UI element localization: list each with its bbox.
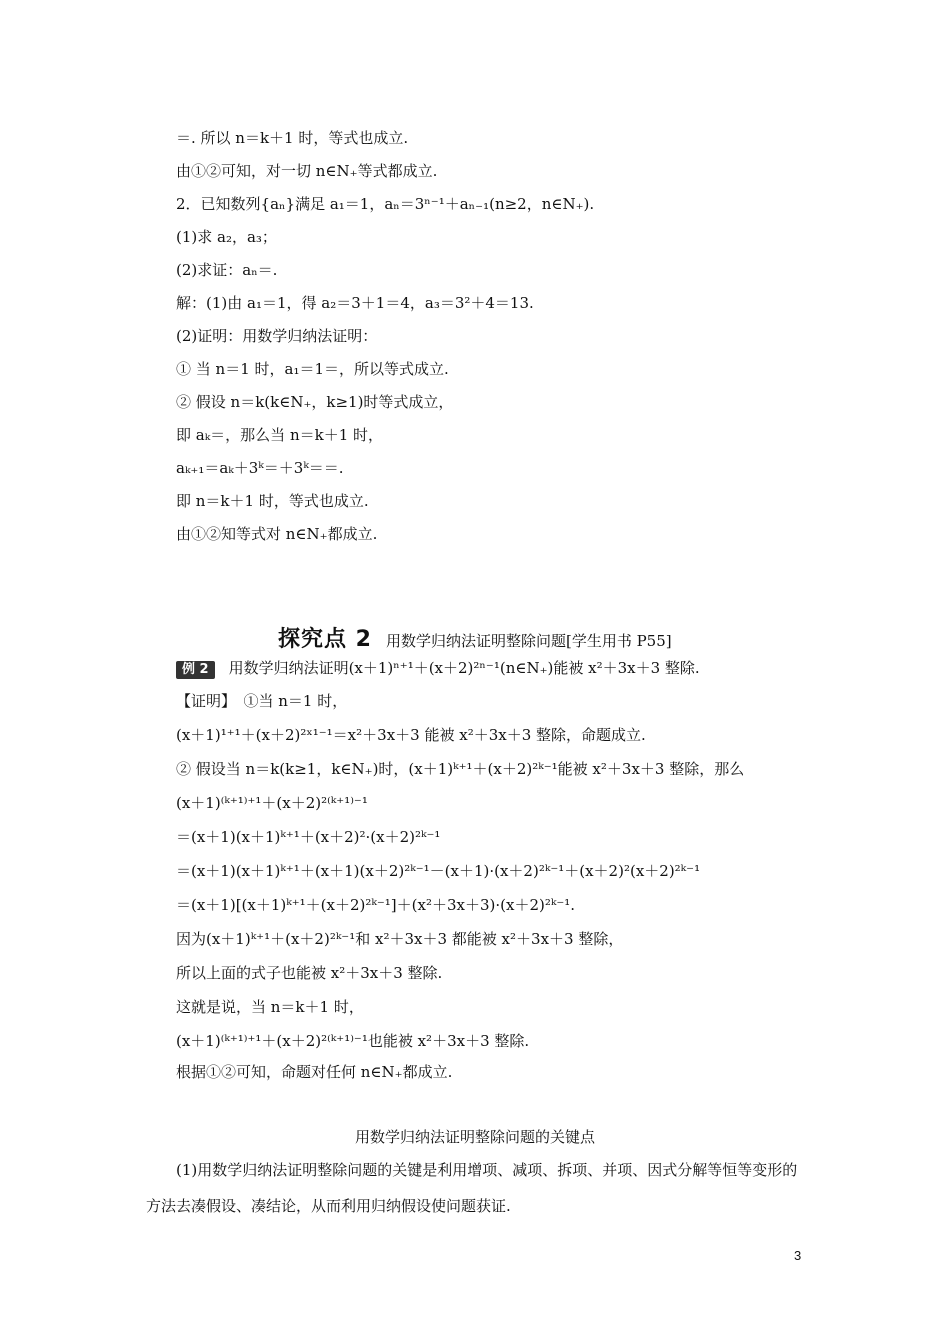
proof-line: ＝(x＋1)(x＋1)ᵏ⁺¹＋(x＋1)(x＋2)²ᵏ⁻¹－(x＋1)·(x＋2)²ᵏ⁻¹＋(x＋2)²(x＋2)²ᵏ⁻¹ — [176, 862, 701, 880]
text-line: ② 假设 n＝k(k∈N₊，k≥1)时等式成立， — [176, 393, 454, 411]
text-line: 由①②可知，对一切 n∈N₊等式都成立. — [176, 162, 438, 180]
section-title: 探究点 2 — [278, 627, 372, 652]
proof-line: (x＋1)¹⁺¹＋(x＋2)²ˣ¹⁻¹＝x²＋3x＋3 能被 x²＋3x＋3 整除，命题成立. — [176, 726, 646, 744]
example-line — [176, 658, 700, 679]
proof-line: 所以上面的式子也能被 x²＋3x＋3 整除. — [176, 964, 443, 982]
proof-line: 【证明】 ①当 n＝1 时， — [176, 692, 348, 710]
example-text: 用数学归纳法证明(x＋1)ⁿ⁺¹＋(x＋2)²ⁿ⁻¹(n∈N₊)能被 x²＋3x＋3 整除. — [228, 659, 700, 677]
example-badge: 例 2 — [176, 661, 215, 679]
key-points-paragraph: (1)用数学归纳法证明整除问题的关键是利用增项、减项、拆项、并项、因式分解等恒等变形的方法去凑假设、凑结论，从而利用归纳假设使问题获证. — [146, 1161, 798, 1215]
proof-line: 这就是说，当 n＝k＋1 时， — [176, 998, 364, 1016]
text-line: (2)证明：用数学归纳法证明： — [176, 327, 378, 345]
text-line: (2)求证：aₙ＝. — [176, 261, 278, 279]
proof-line: 根据①②可知，命题对任何 n∈N₊都成立. — [176, 1063, 453, 1081]
proof-line: 因为(x＋1)ᵏ⁺¹＋(x＋2)²ᵏ⁻¹和 x²＋3x＋3 都能被 x²＋3x＋3 整除， — [176, 930, 624, 948]
proof-line: ② 假设当 n＝k(k≥1，k∈N₊)时，(x＋1)ᵏ⁺¹＋(x＋2)²ᵏ⁻¹能被 x²＋3x＋3 整除，那么 — [176, 760, 745, 778]
proof-line: (x＋1)⁽ᵏ⁺¹⁾⁺¹＋(x＋2)²⁽ᵏ⁺¹⁾⁻¹ — [176, 794, 368, 812]
page-number: 3 — [794, 1248, 802, 1263]
text-line: 解：(1)由 a₁＝1，得 a₂＝3＋1＝4，a₃＝3²＋4＝13. — [176, 294, 534, 312]
section-subtitle: 用数学归纳法证明整除问题[学生用书 P55] — [385, 632, 672, 650]
text-line: 2．已知数列{aₙ}满足 a₁＝1，aₙ＝3ⁿ⁻¹＋aₙ₋₁(n≥2，n∈N₊). — [176, 195, 595, 213]
text-line: 即 aₖ＝，那么当 n＝k＋1 时， — [176, 426, 384, 444]
text-line: 由①②知等式对 n∈N₊都成立. — [176, 525, 378, 543]
text-line: (1)求 a₂，a₃； — [176, 228, 277, 246]
key-points-title: 用数学归纳法证明整除问题的关键点 — [354, 1128, 595, 1146]
proof-line: ＝(x＋1)[(x＋1)ᵏ⁺¹＋(x＋2)²ᵏ⁻¹]＋(x²＋3x＋3)·(x＋2)²ᵏ⁻¹. — [176, 896, 576, 914]
text-line: ＝. 所以 n＝k＋1 时，等式也成立. — [176, 129, 409, 147]
text-line: aₖ₊₁＝aₖ＋3ᵏ＝＋3ᵏ＝＝. — [176, 459, 344, 477]
proof-line: ＝(x＋1)(x＋1)ᵏ⁺¹＋(x＋2)²·(x＋2)²ᵏ⁻¹ — [176, 828, 441, 846]
text-line: 即 n＝k＋1 时，等式也成立. — [176, 492, 369, 510]
section-heading — [278, 622, 672, 653]
text-line: ① 当 n＝1 时，a₁＝1＝，所以等式成立. — [176, 360, 449, 378]
proof-line: (x＋1)⁽ᵏ⁺¹⁾⁺¹＋(x＋2)²⁽ᵏ⁺¹⁾⁻¹也能被 x²＋3x＋3 整除. — [176, 1032, 530, 1050]
